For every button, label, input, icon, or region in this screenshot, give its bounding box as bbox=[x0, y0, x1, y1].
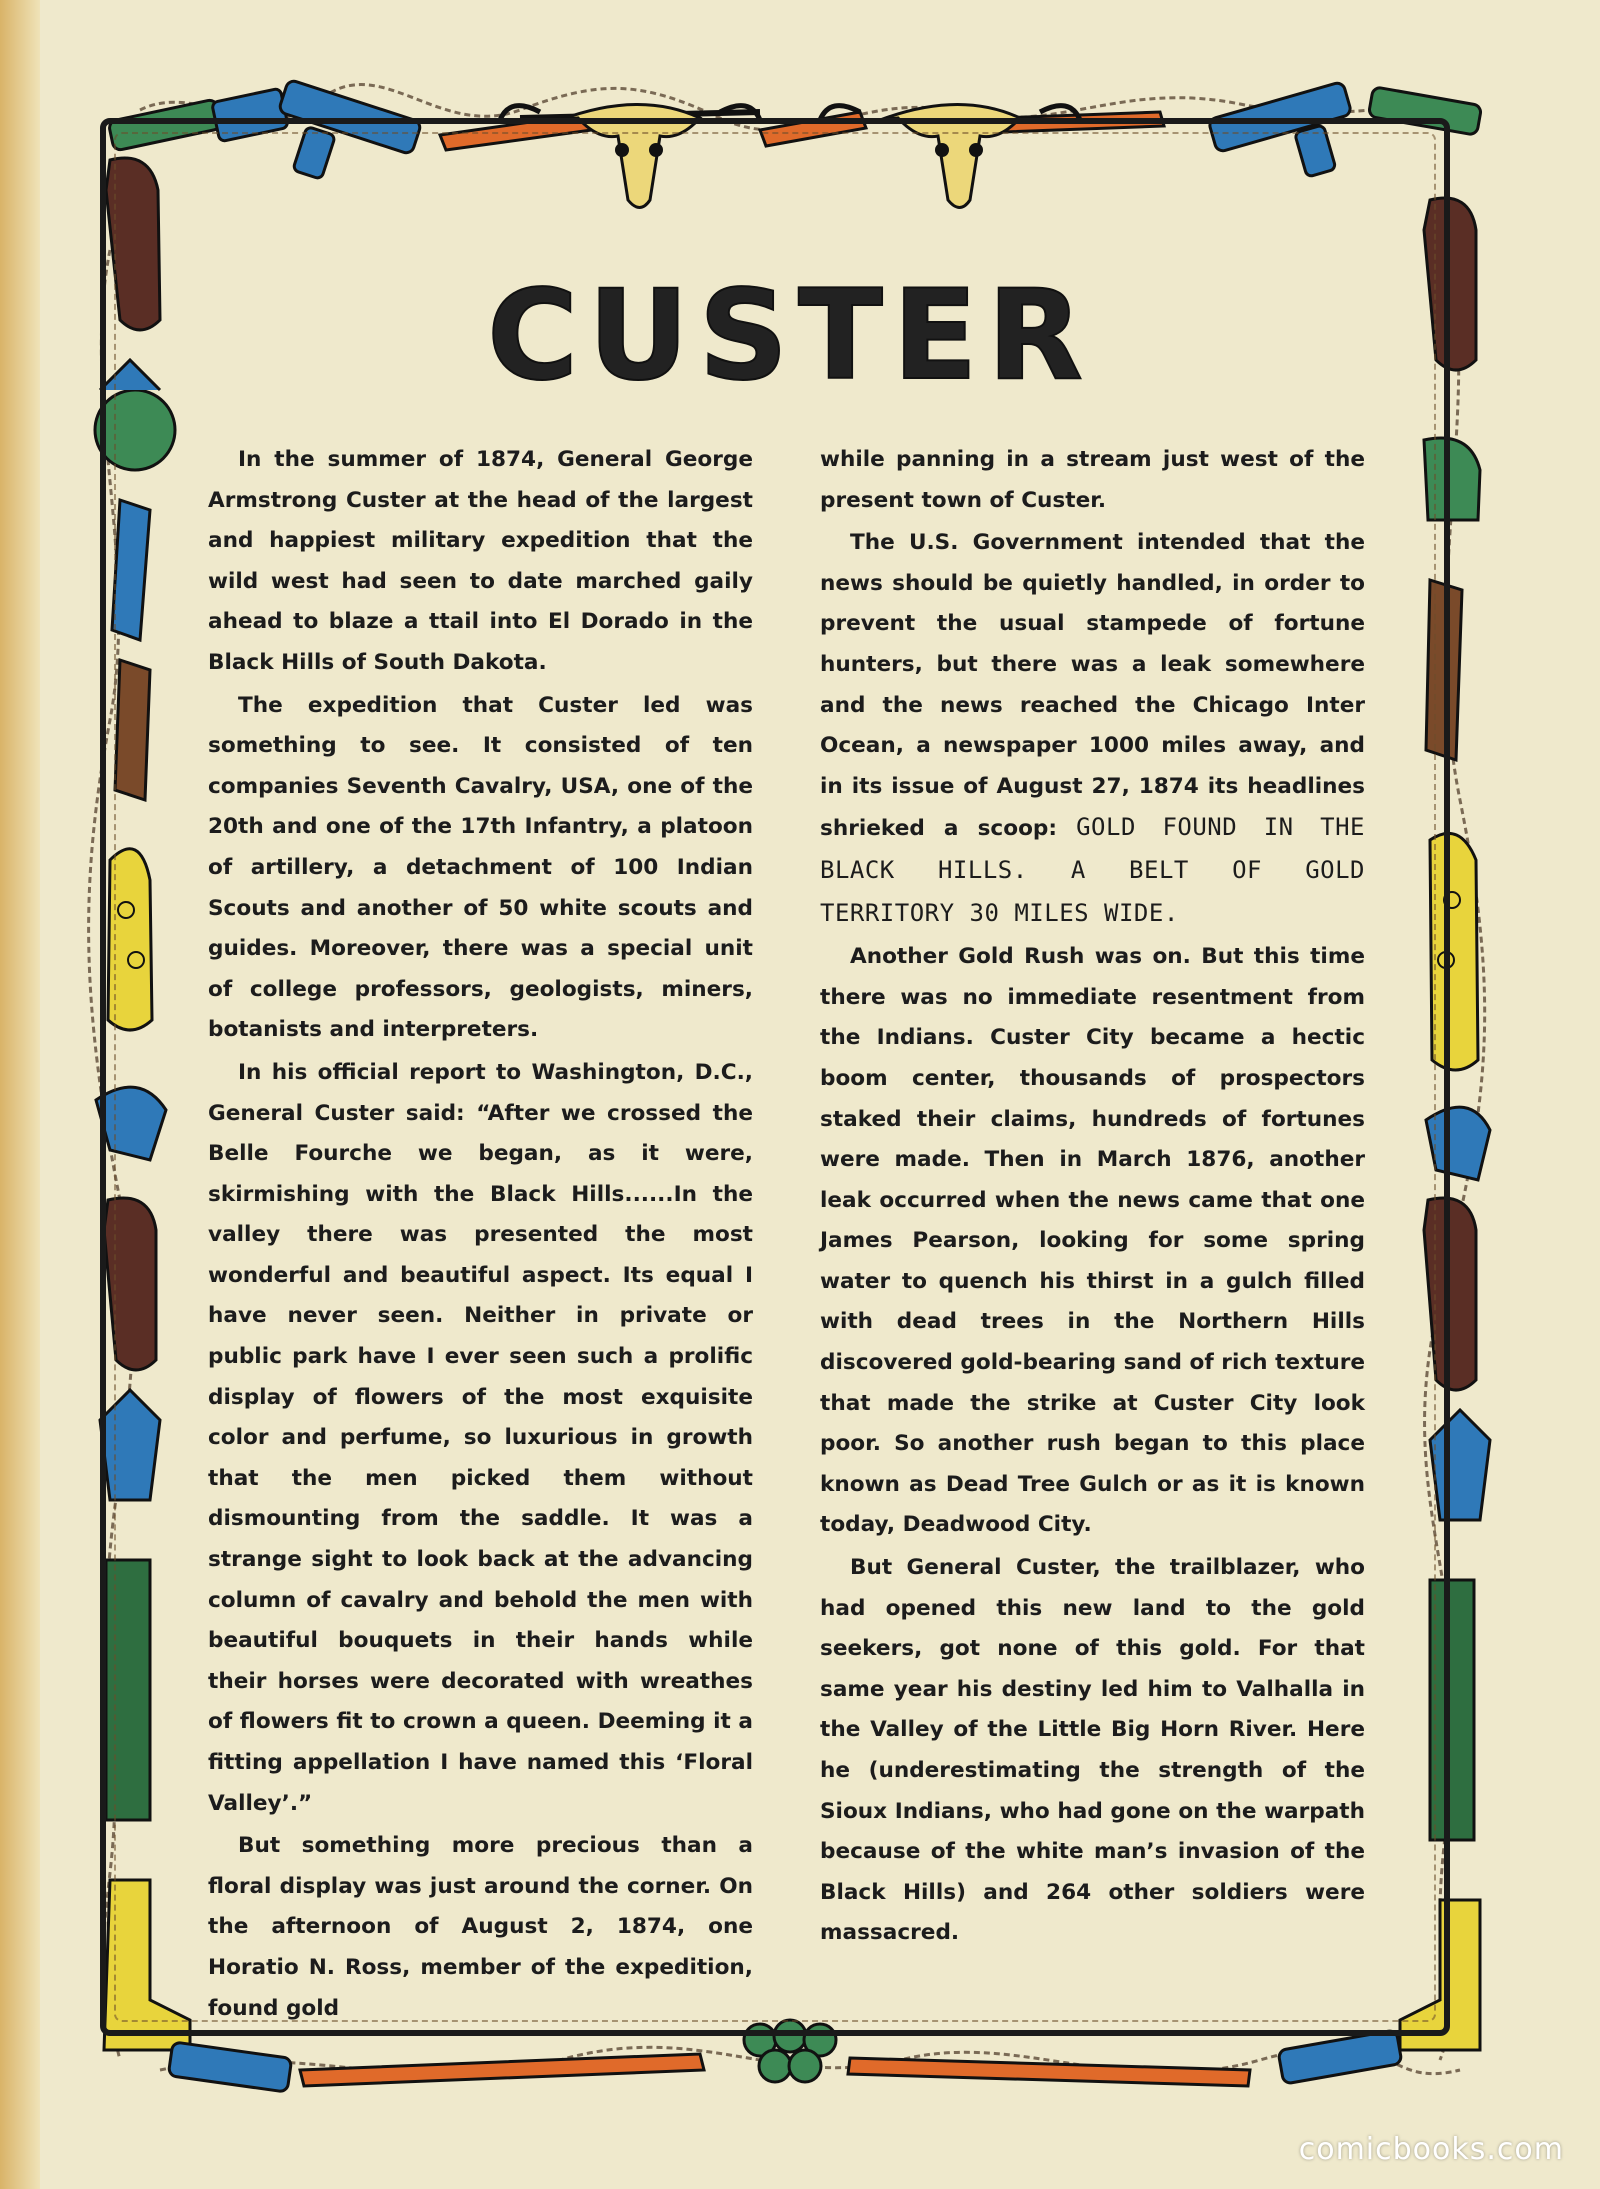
watermark: comicbooks.com bbox=[1298, 2132, 1564, 2167]
paragraph bbox=[820, 523, 1365, 935]
article-title: CUSTER bbox=[487, 264, 1093, 408]
revolver-icon bbox=[168, 2042, 292, 2092]
newspaper-headline: GOLD FOUND IN THE BLACK HILLS. A BELT OF GOLD TERRITORY 30 MILES WIDE. bbox=[820, 813, 1365, 927]
left-column bbox=[208, 440, 753, 2021]
paragraph: But something more precious than a floral display was just around the corner. On the afternoon of August 2, 1874, one Horatio N. Ross, member of the expedition, found gold bbox=[208, 1833, 753, 2021]
right-column bbox=[820, 440, 1365, 1960]
paragraph: In the summer of 1874, General George Armstrong Custer at the head of the largest and happiest military expedition that the wild west had seen to date marched gaily ahead to blaze a ttail into El Dorado in the Black Hills of South Dakota. bbox=[208, 447, 753, 675]
paragraph: The expedition that Custer led was something to see. It consisted of ten companies Seventh Cavalry, USA, one of the 20th and one of the 17th Infantry, a platoon of artillery, a detachment of 100 Indian Scouts and another of 50 white scouts and guides. Moreover, there was a special unit of college professors, geologists, miners, botanists and interpreters. bbox=[208, 692, 753, 1043]
paragraph: while panning in a stream just west of the present town of Custer. bbox=[820, 447, 1365, 513]
paragraph-text: The U.S. Government intended that the news should be quietly handled, in order to prevent the usual stampede of fortune hunters, but there was a leak somewhere and the news reached the Chicago Inter Ocean, a newspaper 1000 miles away, and in its issue of August 27, 1874 its headlines shrieked a scoop: bbox=[820, 530, 1365, 842]
rifle-icon bbox=[300, 2054, 704, 2086]
revolver-icon bbox=[1278, 2030, 1402, 2084]
paragraph: But General Custer, the trailblazer, who had opened this new land to the gold seekers, got none of this gold. For that same year his destiny led him to Valhalla in the Valley of the Little Big Horn River. Here he (underestimating the strength of the Sioux Indians, who had gone on the warpath because of the white man’s invasion of the Black Hills) and 264 other soldiers were massacred. bbox=[820, 1555, 1365, 1946]
article-panel bbox=[180, 240, 1400, 2021]
paragraph: In his official report to Washington, D.C., General Custer said: “After we crossed the Belle Fourche we began, as it were, skirmishing with the Black Hills......In the valley there was presented the most wonderful and beautiful aspect. Its equal I have never seen. Neither in private or public park have I ever seen such a prolific display of flowers of the most exquisite color and perfume, so luxurious in growth that the men picked them without dismounting from the saddle. It was a strange sight to look back at the advancing column of cavalry and behold the men with beautiful bouquets in their hands while their horses were decorated with wreathes of flowers fit to crown a queen. Deeming it a fitting appellation I have named this ‘Floral Valley’.” bbox=[208, 1059, 753, 1816]
paragraph: Another Gold Rush was on. But this time there was no immediate resentment from the Indians. Custer City became a hectic boom center, thousands of prospectors staked their claims, hundreds of fortunes were made. Then in March 1876, another leak occurred when the news came that one James Pearson, looking for some spring water to quench his thirst in a gulch filled with dead trees in the Northern Hills discovered gold-bearing sand of rich texture that made the strike at Custer City look poor. So another rush began to this place known as Dead Tree Gulch or as it is known today, Deadwood City. bbox=[820, 944, 1365, 1538]
rifle-icon bbox=[848, 2058, 1250, 2086]
